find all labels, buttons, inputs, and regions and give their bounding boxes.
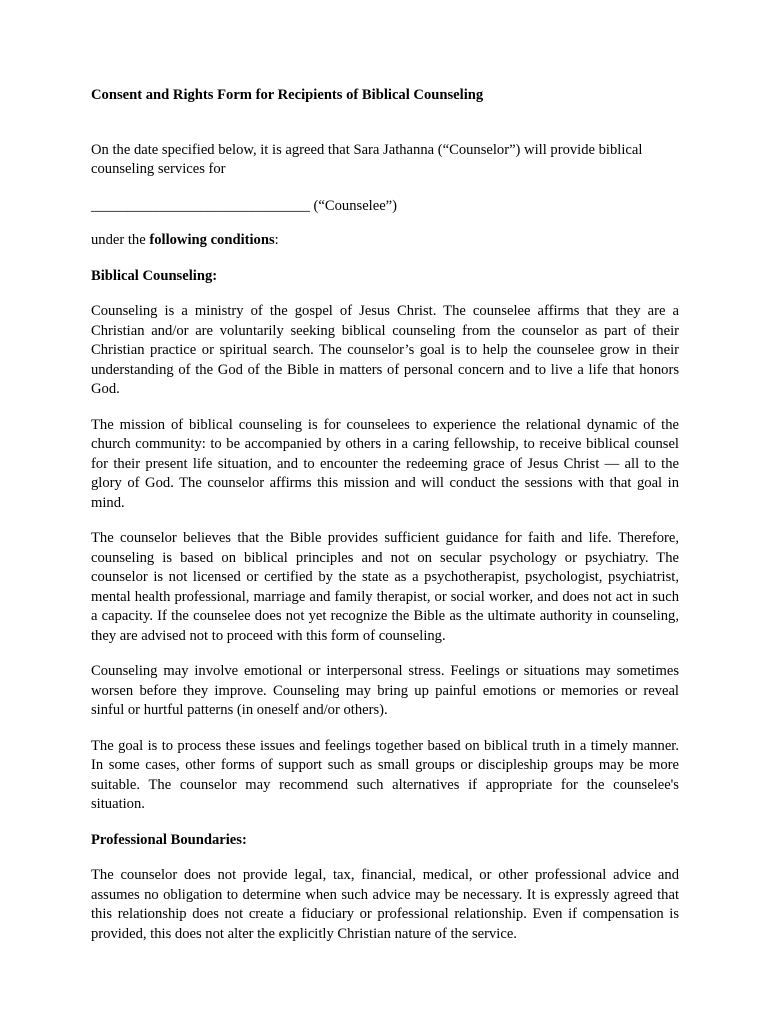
intro-paragraph: On the date specified below, it is agreed that Sara Jathanna (“Counselor”) will provide biblical counseling services for (91, 141, 643, 177)
biblical-counseling-paragraph-1: Counseling is a ministry of the gospel of Jesus Christ. The counselee affirms that they are a Christian and/or are voluntarily seeking biblical counseling from the counselor as part of their Christian practice or spiritual search. The counselor’s goal is to help the counselee grow in their understanding of the God of the Bible in matters of personal concern and to live a life that honors God. (91, 303, 679, 397)
professional-boundaries-heading: Professional Boundaries: (91, 831, 247, 848)
conditions-prefix: under the (91, 232, 150, 248)
form-title: Consent and Rights Form for Recipients of Biblical Counseling (91, 87, 484, 103)
counselee-blank[interactable]: ______________________________ (91, 197, 310, 214)
counselee-line (91, 197, 679, 217)
professional-boundaries-paragraph-1: The counselor does not provide legal, tax, financial, medical, or other professional advice and assumes no obligation to determine when such advice may be necessary. It is expressly agreed that this relationship does not create a fiduciary or professional relationship. Even if compensation is provided, this does not alter the explicitly Christian nature of the service. (91, 867, 679, 942)
biblical-counseling-paragraph-5: The goal is to process these issues and feelings together based on biblical truth in a timely manner. In some cases, other forms of support such as small groups or discipleship groups may be more suitable. The counselor may recommend such alternatives if appropriate for the counselee's situation. (91, 737, 679, 812)
biblical-counseling-paragraph-4: Counseling may involve emotional or interpersonal stress. Feelings or situations may sometimes worsen before they improve. Counseling may bring up painful emotions or memories or reveal sinful or hurtful patterns (in oneself and/or others). (91, 663, 679, 718)
biblical-counseling-paragraph-2: The mission of biblical counseling is for counselees to experience the relational dynamic of the church community: to be accompanied by others in a caring fellowship, to receive biblical counsel for their present life situation, and to encounter the redeeming grace of Jesus Christ — all to the glory of God. The counselor affirms this mission and will conduct the sessions with that goal in mind. (91, 416, 679, 511)
conditions-suffix: : (274, 232, 279, 248)
counselee-label: (“Counselee”) (309, 197, 398, 214)
document-page (91, 86, 679, 960)
biblical-counseling-paragraph-3: The counselor believes that the Bible provides sufficient guidance for faith and life. Therefore, counseling is based on biblical principles and not on secular psychology or psychiatry. The counselor is not licensed or certified by the state as a psychotherapist, psychologist, psychiatrist, mental health professional, marriage and family therapist, or social worker, and does not act in such a capacity. If the counselee does not yet recognize the Bible as the ultimate authority in counseling, they are advised not to proceed with this form of counseling. (91, 530, 679, 644)
biblical-counseling-heading: Biblical Counseling: (91, 267, 218, 284)
conditions-line (91, 231, 679, 251)
conditions-bold: following conditions (149, 232, 275, 248)
